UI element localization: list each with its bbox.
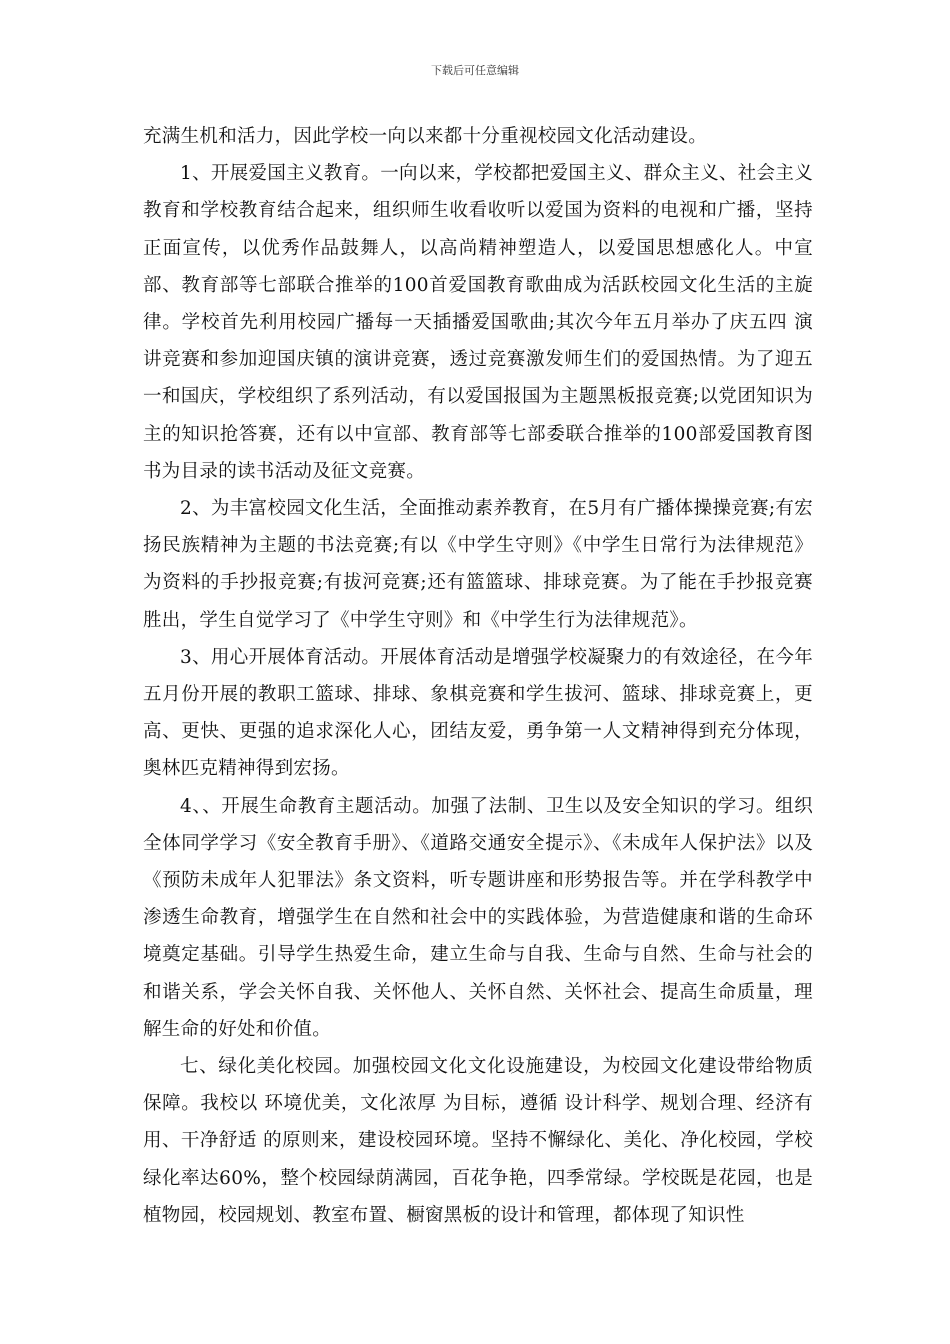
page-header: 下载后可任意编辑	[431, 64, 519, 77]
paragraph-continuation: 充满生机和活力，因此学校一向以来都十分重视校园文化活动建设。	[143, 126, 708, 147]
paragraph-campus-greening: 七、绿化美化校园。加强校园文化文化设施建设，为校园文化建设带给物质保障。我校以 环境优美，文化浓厚 为目标，遵循 设计科学、规划合理、经济有用、干净舒适 的原则来，建设校园环境。坚持不懈绿化、美化、净化校园，学校绿化率达60%，整个校园绿荫满园，百花争艳，四季常绿。学校既是花园，也是植物园，校园规划、教室布置、橱窗黑板的设计和管理，都体现了知识性	[143, 1056, 813, 1226]
document-body	[143, 118, 813, 1234]
paragraph-sports-activities: 3、用心开展体育活动。开展体育活动是增强学校凝聚力的有效途径，在今年五月份开展的教职工篮球、排球、象棋竞赛和学生拔河、篮球、排球竞赛上，更高、更快、更强的追求深化人心，团结友爱，勇争第一人文精神得到充分体现，奥林匹克精神得到宏扬。	[143, 646, 813, 780]
paragraph-life-education: 4、、开展生命教育主题活动。加强了法制、卫生以及安全知识的学习。组织全体同学学习《安全教育手册》、《道路交通安全提示》、《未成年人保护法》以及《预防未成年人犯罪法》条文资料，听专题讲座和形势报告等。并在学科教学中渗透生命教育，增强学生在自然和社会中的实践体验，为营造健康和谐的生命环境奠定基础。引导学生热爱生命，建立生命与自我、生命与自然、生命与社会的和谐关系，学会关怀自我、关怀他人、关怀自然、关怀社会、提高生命质量，理解生命的好处和价值。	[143, 795, 813, 1040]
paragraph-patriotic-education: 1、开展爱国主义教育。一向以来，学校都把爱国主义、群众主义、社会主义教育和学校教育结合起来，组织师生收看收听以爱国为资料的电视和广播，坚持正面宣传，以优秀作品鼓舞人，以高尚精神塑造人，以爱国思想感化人。中宣部、教育部等七部联合推举的100首爱国教育歌曲成为活跃校园文化生活的主旋律。学校首先利用校园广播每一天插播爱国歌曲;其次今年五月举办了庆五四 演讲竞赛和参加迎国庆镇的演讲竞赛，透过竞赛激发师生们的爱国热情。为了迎五一和国庆，学校组织了系列活动，有以爱国报国为主题黑板报竞赛;以党团知识为主的知识抢答赛，还有以中宣部、教育部等七部委联合推举的100部爱国教育图书为目录的读书活动及征文竞赛。	[143, 163, 813, 482]
paragraph-campus-culture: 2、为丰富校园文化生活，全面推动素养教育，在5月有广播体操操竞赛;有宏扬民族精神为主题的书法竞赛;有以《中学生守则》《中学生日常行为法律规范》为资料的手抄报竞赛;有拔河竞赛;还有篮篮球、排球竞赛。为了能在手抄报竞赛胜出，学生自觉学习了《中学生守则》和《中学生行为法律规范》。	[143, 498, 813, 631]
